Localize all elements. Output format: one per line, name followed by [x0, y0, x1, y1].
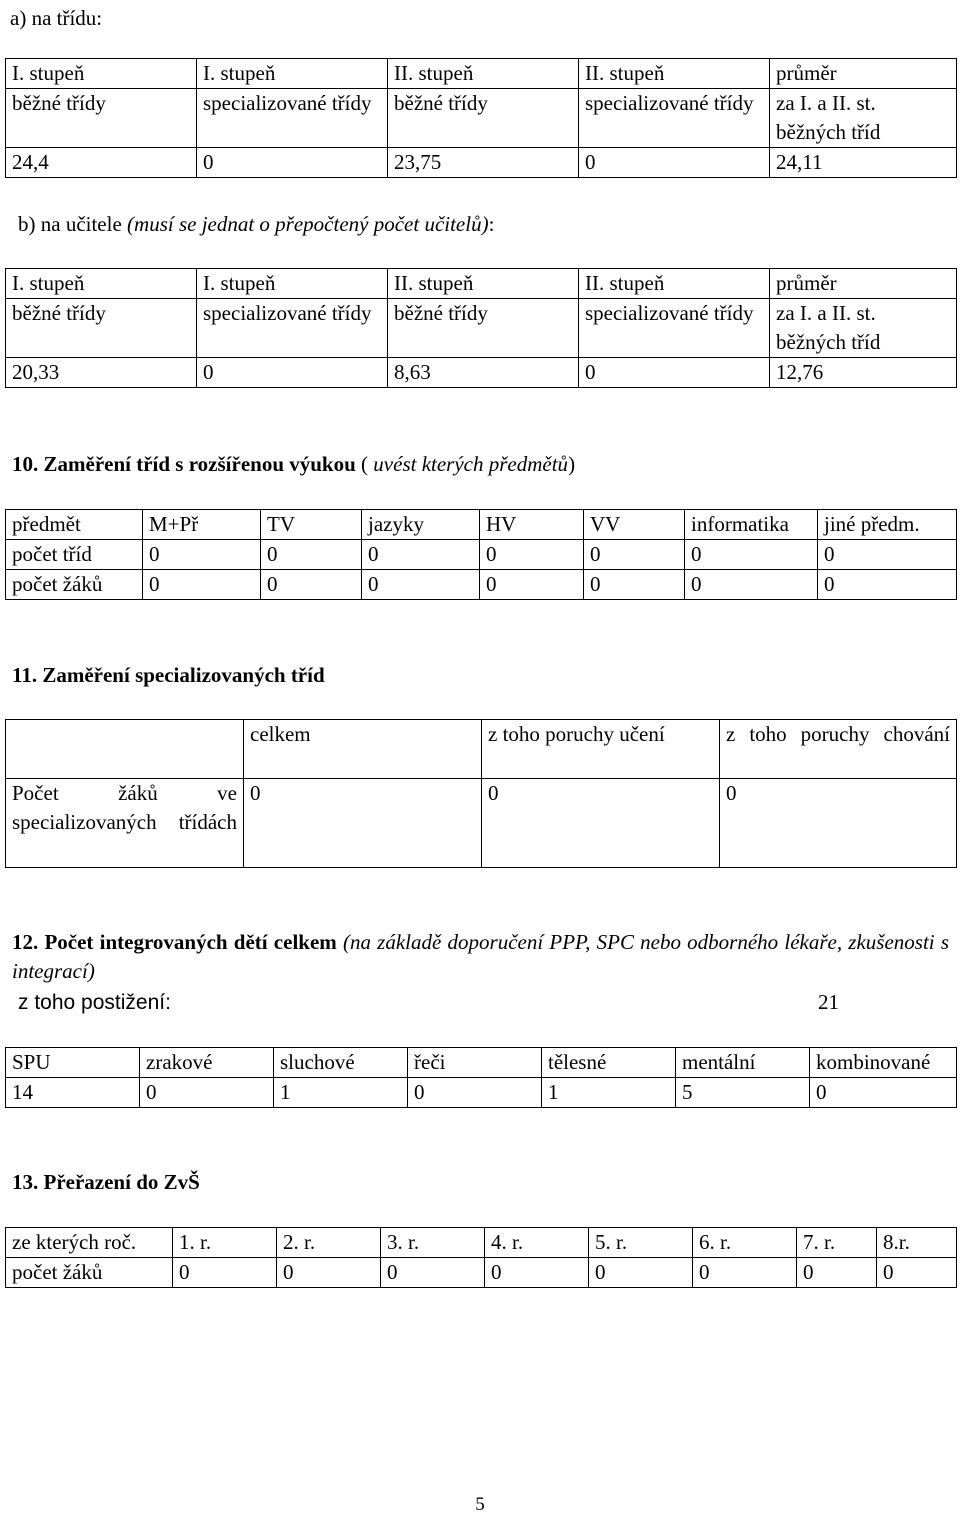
col-header: TV: [261, 510, 362, 540]
cell-value: 0: [244, 779, 482, 868]
table-row: [6, 720, 957, 779]
cell-level-1: I. stupeň: [197, 269, 388, 299]
cell-value: 0: [173, 1258, 277, 1288]
cell-value: 0: [140, 1078, 274, 1108]
col-header: 2. r.: [277, 1228, 381, 1258]
col-header: VV: [584, 510, 685, 540]
cell-value: 0: [362, 570, 480, 600]
cell-value: 0: [797, 1258, 877, 1288]
col-header: 4. r.: [485, 1228, 589, 1258]
cell-value: 0: [143, 540, 261, 570]
section-13-heading: 13. Přeřazení do ZvŠ: [12, 1170, 200, 1194]
col-header: z toho poruchy chování: [720, 720, 957, 779]
cell-average-desc: za I. a II. st. běžných tříd: [770, 299, 957, 358]
col-header: 6. r.: [693, 1228, 797, 1258]
col-header: jazyky: [362, 510, 480, 540]
table-row: [6, 1228, 957, 1258]
col-header: 1. r.: [173, 1228, 277, 1258]
table-per-class: [5, 58, 957, 178]
col-header: tělesné: [542, 1048, 676, 1078]
section-b-prefix: b) na učitele: [18, 212, 128, 236]
cell-value: 0: [818, 540, 957, 570]
cell-value: 0: [485, 1258, 589, 1288]
cell-value: 5: [676, 1078, 810, 1108]
cell-value: 0: [197, 148, 388, 178]
section-10-paren-open: (: [355, 452, 374, 476]
table-row: [6, 89, 957, 148]
cell-value: 0: [480, 540, 584, 570]
cell-value: 0: [482, 779, 720, 868]
cell-value: 0: [579, 358, 770, 388]
cell-level-1: I. stupeň: [197, 59, 388, 89]
cell-class-type: specializované třídy: [197, 89, 388, 148]
cell-value: 0: [197, 358, 388, 388]
col-header: 5. r.: [589, 1228, 693, 1258]
cell-value: 12,76: [770, 358, 957, 388]
section-10-heading: [12, 450, 575, 479]
cell-value: 23,75: [388, 148, 579, 178]
cell-level-1: I. stupeň: [6, 59, 197, 89]
cell-average: průměr: [770, 269, 957, 299]
cell-class-type: běžné třídy: [6, 89, 197, 148]
cell-value: 1: [274, 1078, 408, 1108]
cell-value: 0: [480, 570, 584, 600]
cell-average-desc: za I. a II. st. běžných tříd: [770, 89, 957, 148]
page-number: 5: [475, 1494, 485, 1515]
cell-class-type: běžné třídy: [6, 299, 197, 358]
cell-value: 0: [584, 570, 685, 600]
table-row: [6, 299, 957, 358]
cell-value: 14: [6, 1078, 140, 1108]
cell-level-2: II. stupeň: [388, 269, 579, 299]
row-label: počet tříd: [6, 540, 143, 570]
cell-value: 0: [877, 1258, 957, 1288]
table-row: [6, 269, 957, 299]
col-header: 8.r.: [877, 1228, 957, 1258]
table-row: [6, 358, 957, 388]
cell-value: 0: [720, 779, 957, 868]
col-header: předmět: [6, 510, 143, 540]
col-header: zrakové: [140, 1048, 274, 1078]
cell-value: 0: [810, 1078, 957, 1108]
table-transfers: [5, 1227, 957, 1288]
table-row: [6, 570, 957, 600]
section-12-note: (na základě doporučení PPP, SPC nebo odborného lékaře, zkušenosti s integrací): [12, 930, 949, 983]
cell-level-2: II. stupeň: [579, 59, 770, 89]
table-row: [6, 510, 957, 540]
table-disabilities: [5, 1047, 957, 1108]
table-row: [6, 59, 957, 89]
cell-value: 20,33: [6, 358, 197, 388]
section-12-heading: [12, 928, 949, 986]
section-a-heading: a) na třídu:: [10, 6, 103, 30]
col-header: kombinované: [810, 1048, 957, 1078]
table-row: [6, 1048, 957, 1078]
col-header: z toho poruchy učení: [482, 720, 720, 779]
cell-value: 0: [277, 1258, 381, 1288]
cell-class-type: specializované třídy: [579, 89, 770, 148]
col-header: 7. r.: [797, 1228, 877, 1258]
section-10-paren-close: ): [568, 452, 576, 476]
cell-class-type: běžné třídy: [388, 89, 579, 148]
table-row: [6, 1258, 957, 1288]
col-header: celkem: [244, 720, 482, 779]
cell-value: 0: [589, 1258, 693, 1288]
col-header-empty: [6, 720, 244, 779]
cell-value: 24,4: [6, 148, 197, 178]
cell-value: 0: [143, 570, 261, 600]
cell-value: 0: [261, 570, 362, 600]
section-10-title: 10. Zaměření tříd s rozšířenou výukou: [12, 452, 356, 476]
col-header: M+Př: [143, 510, 261, 540]
table-row: [6, 540, 957, 570]
col-header: HV: [480, 510, 584, 540]
table-specialized-classes: [5, 719, 957, 868]
col-header: ze kterých roč.: [6, 1228, 173, 1258]
section-10-note: uvést kterých předmětů: [373, 452, 569, 476]
cell-class-type: specializované třídy: [197, 299, 388, 358]
col-header: informatika: [685, 510, 818, 540]
cell-value: 0: [362, 540, 480, 570]
cell-value: 8,63: [388, 358, 579, 388]
cell-value: 0: [584, 540, 685, 570]
col-header: SPU: [6, 1048, 140, 1078]
cell-value: 1: [542, 1078, 676, 1108]
row-label: počet žáků: [6, 570, 143, 600]
cell-value: 0: [381, 1258, 485, 1288]
cell-value: 0: [685, 540, 818, 570]
section-b-note: (musí se jednat o přepočtený počet učitelů): [127, 212, 489, 236]
table-extended-classes: [5, 509, 957, 600]
cell-level-1: I. stupeň: [6, 269, 197, 299]
section-12-title: 12. Počet integrovaných dětí celkem: [12, 930, 337, 954]
disabilities-total: 21: [818, 990, 839, 1014]
col-header: sluchové: [274, 1048, 408, 1078]
row-label: počet žáků: [6, 1258, 173, 1288]
cell-class-type: specializované třídy: [579, 299, 770, 358]
cell-class-type: běžné třídy: [388, 299, 579, 358]
cell-value: 0: [818, 570, 957, 600]
col-header: řeči: [408, 1048, 542, 1078]
cell-value: 0: [408, 1078, 542, 1108]
section-b-suffix: :: [488, 212, 495, 236]
col-header: jiné předm.: [818, 510, 957, 540]
table-row: [6, 148, 957, 178]
table-row: [6, 779, 957, 868]
cell-value: 0: [693, 1258, 797, 1288]
table-row: [6, 1078, 957, 1108]
cell-level-2: II. stupeň: [388, 59, 579, 89]
cell-average: průměr: [770, 59, 957, 89]
row-label: Počet žáků ve specializovaných třídách: [6, 779, 244, 868]
table-per-teacher: [5, 268, 957, 388]
cell-value: 0: [685, 570, 818, 600]
disabilities-label: z toho postižení:: [18, 991, 171, 1014]
section-11-heading: 11. Zaměření specializovaných tříd: [12, 663, 325, 687]
cell-value: 24,11: [770, 148, 957, 178]
cell-value: 0: [579, 148, 770, 178]
col-header: mentální: [676, 1048, 810, 1078]
section-b-heading: [18, 210, 494, 239]
cell-level-2: II. stupeň: [579, 269, 770, 299]
cell-value: 0: [261, 540, 362, 570]
col-header: 3. r.: [381, 1228, 485, 1258]
